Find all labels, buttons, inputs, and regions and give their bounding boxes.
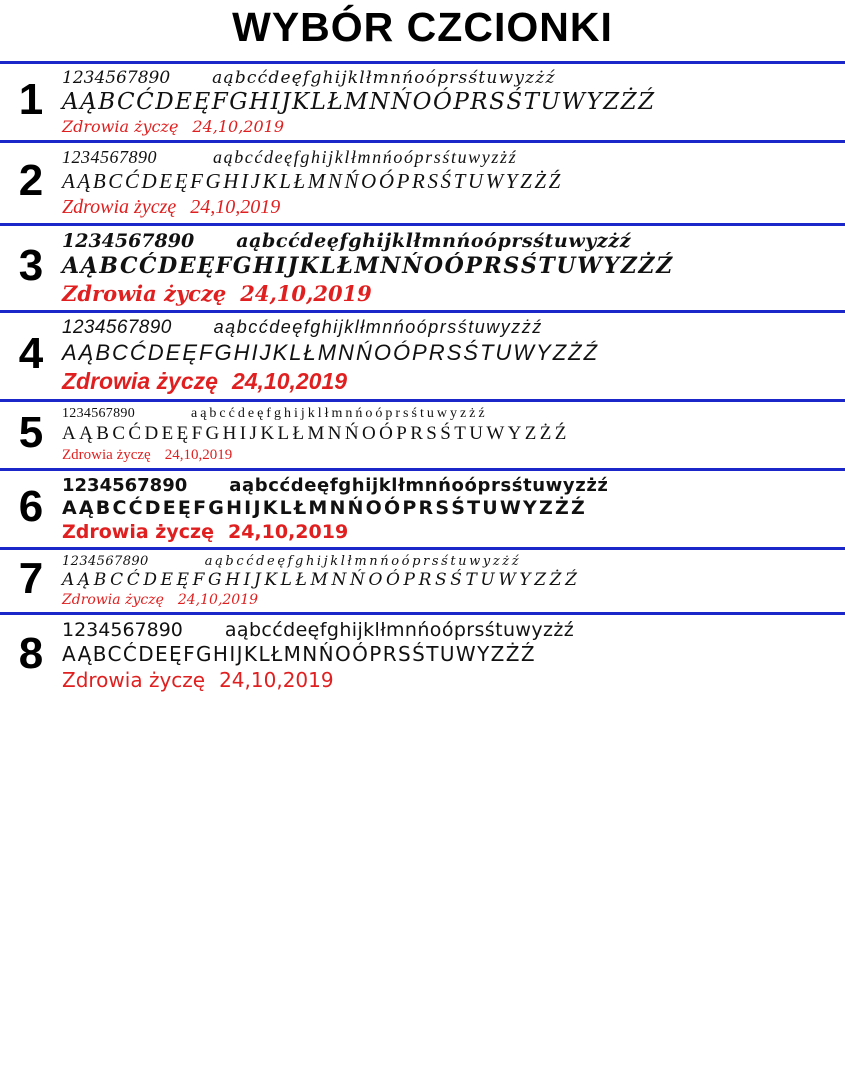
sample-greeting: Zdrowia życzę [62,521,214,544]
sample-digits: 1234567890 [62,619,183,642]
font-sample-number: 7 [18,554,44,604]
sample-lowercase: aąbcćdeęfghijklłmnńoóprsśtuwyzżź [204,554,522,570]
font-sample-number: 1 [18,75,44,125]
font-sample-row-4[interactable] [0,313,845,399]
sample-lowercase: aąbcćdeęfghijklłmnńoóprsśtuwyzżź [224,619,575,642]
sample-uppercase: AĄBCĆDEĘFGHIJKLŁMNŃOÓPRSŚTUWYZŻŹ [62,89,656,116]
font-sample-number: 8 [18,628,44,678]
sample-uppercase: AĄBCĆDEĘFGHIJKLŁMNŃOÓPRSŚTUWYZŻŹ [62,340,600,366]
font-sample-number: 3 [18,241,44,291]
sample-greeting: Zdrowia życzę [62,368,218,395]
sample-lowercase: aąbcćdeęfghijklłmnńoóprsśtuwyzżź [229,475,609,497]
sample-greeting: Zdrowia życzę [62,668,206,693]
font-sample-row-7[interactable] [0,550,845,612]
page-title: WYBÓR CZCIONKI [232,4,613,50]
sample-lowercase: aąbcćdeęfghijklłmnńoóprsśtuwyzżź [213,147,518,168]
font-sample-preview [62,475,845,543]
font-sample-preview [62,68,845,136]
font-sample-list [0,64,845,696]
font-sample-number: 4 [18,329,44,379]
font-sample-row-1[interactable] [0,64,845,140]
sample-digits: 1234567890 [62,554,149,570]
sample-digits: 1234567890 [62,317,172,339]
sample-uppercase: AĄBCĆDEĘFGHIJKLŁMNŃOÓPRSŚTUWYZŻŹ [62,169,563,194]
font-sample-number: 6 [18,482,44,532]
sample-date: 24,10,2019 [190,196,281,219]
sample-digits: 1234567890 [62,406,135,422]
sample-date: 24,10,2019 [240,281,372,307]
font-sample-number: 5 [18,408,44,458]
font-selection-page [0,6,845,1086]
sample-digits: 1234567890 [62,147,157,168]
sample-greeting: Zdrowia życzę [62,281,227,307]
sample-digits: 1234567890 [62,68,171,89]
font-sample-number: 2 [18,156,44,206]
sample-date: 24,10,2019 [192,117,285,137]
sample-lowercase: aąbcćdeęfghijklłmnńoóprsśtuwyzżź [191,406,488,422]
font-sample-preview [62,619,845,692]
sample-greeting: Zdrowia życzę [62,196,177,219]
sample-greeting: Zdrowia życzę [62,117,179,137]
sample-greeting: Zdrowia życzę [62,447,151,464]
sample-date: 24,10,2019 [231,368,348,395]
font-sample-preview [62,147,845,219]
font-sample-row-6[interactable] [0,471,845,547]
font-sample-row-2[interactable] [0,143,845,223]
sample-lowercase: aąbcćdeęfghijklłmnńoóprsśtuwyzżź [236,230,632,253]
font-sample-row-3[interactable] [0,226,845,310]
sample-date: 24,10,2019 [227,521,349,544]
font-sample-row-5[interactable] [0,402,845,468]
sample-date: 24,10,2019 [177,592,259,609]
sample-uppercase: AĄBCĆDEĘFGHIJKLŁMNŃOÓPRSŚTUWYZŻŹ [62,642,536,667]
sample-uppercase: AĄBCĆDEĘFGHIJKLŁMNŃOÓPRSŚTUWYZŻŹ [62,253,674,280]
font-sample-row-8[interactable] [0,615,845,696]
font-sample-preview [62,230,845,306]
sample-greeting: Zdrowia życzę [62,592,164,609]
sample-lowercase: aąbcćdeęfghijklłmnńoóprsśtuwyzżź [212,68,556,89]
sample-digits: 1234567890 [62,230,195,253]
sample-uppercase: AĄBCĆDEĘFGHIJKLŁMNŃOÓPRSŚTUWYZŻŹ [62,497,587,520]
sample-lowercase: aąbcćdeęfghijklłmnńoóprsśtuwyzżź [213,317,543,338]
sample-uppercase: AĄBCĆDEĘFGHIJKLŁMNŃOÓPRSŚTUWYZŻŹ [62,570,581,591]
font-sample-preview [62,317,845,395]
sample-date: 24,10,2019 [164,447,233,464]
font-sample-preview [62,406,845,464]
font-sample-preview [62,554,845,608]
sample-date: 24,10,2019 [219,668,334,693]
sample-uppercase: AĄBCĆDEĘFGHIJKLŁMNŃOÓPRSŚTUWYZŻŹ [62,423,570,445]
sample-digits: 1234567890 [62,475,188,497]
